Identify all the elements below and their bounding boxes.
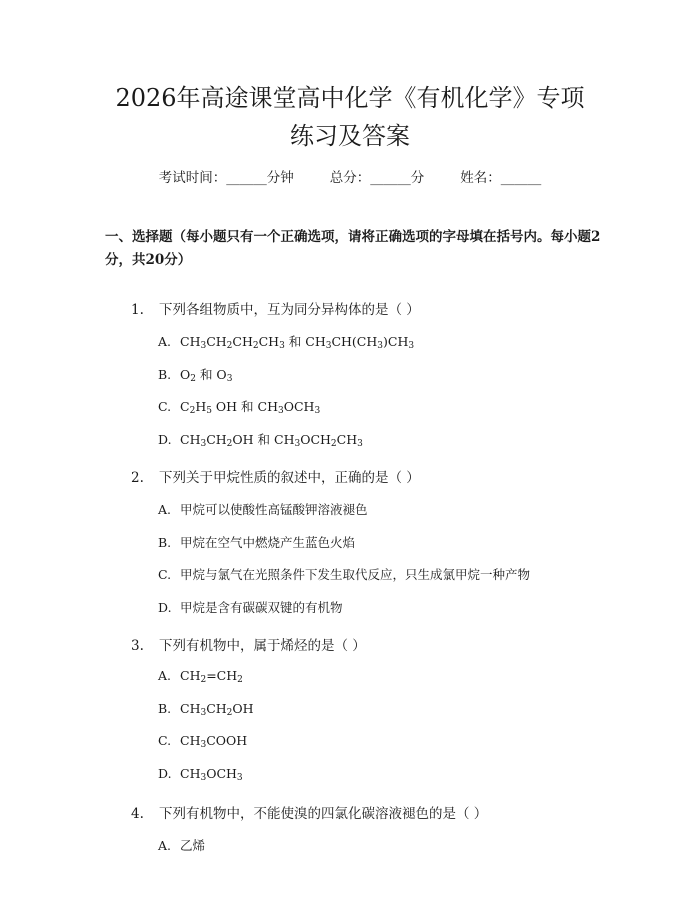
- question-stem: 下列有机物中，不能使溴的四氯化碳溶液褪色的是（ ）: [159, 806, 488, 822]
- question-number: 1.: [131, 302, 144, 318]
- question-3-option-c: [158, 733, 247, 748]
- option-label: B.: [158, 534, 172, 550]
- question-1-option-a: [158, 332, 414, 350]
- option-text: $C_2H_5$ OH 和 $CH_3OCH_3$: [180, 399, 321, 416]
- option-label: B.: [158, 366, 172, 382]
- option-text: $CH_2=CH_2$: [180, 668, 243, 685]
- option-text: $CH_3OCH_3$: [180, 765, 243, 783]
- option-text: 甲烷与氯气在光照条件下发生取代反应，只生成氯甲烷一种产物: [180, 567, 531, 582]
- total-score-label: 总分：______分: [329, 170, 425, 186]
- option-label: A.: [158, 668, 172, 683]
- option-label: A.: [158, 838, 172, 853]
- option-text: $CH_3CH_2OH$: [180, 700, 254, 718]
- question-4: [131, 802, 487, 822]
- question-3-option-b: [158, 701, 254, 716]
- page-title-line-2: 练习及答案: [290, 122, 410, 150]
- option-text: 甲烷在空气中燃烧产生蓝色火焰: [180, 534, 356, 550]
- question-1-option-d: [158, 430, 363, 448]
- question-number: 3.: [131, 638, 144, 654]
- exam-info-line: [0, 166, 700, 186]
- question-number: 4.: [131, 806, 144, 822]
- question-1-option-c: [158, 397, 320, 415]
- exam-time-label: 考试时间：______分钟: [158, 170, 294, 186]
- option-label: D.: [158, 599, 172, 615]
- question-number: 2.: [131, 470, 144, 486]
- question-2-option-d: [158, 598, 343, 616]
- option-label: C.: [158, 567, 172, 582]
- page-title-line-1: 2026年高途课堂高中化学《有机化学》专项: [115, 84, 585, 112]
- question-1-option-b: [158, 365, 232, 383]
- option-label: C.: [158, 399, 172, 414]
- question-4-option-a: [158, 836, 205, 854]
- question-stem: 下列有机物中，属于烯烃的是（ ）: [159, 638, 366, 654]
- question-2-option-c: [158, 565, 530, 583]
- option-label: B.: [158, 700, 172, 716]
- question-3: [131, 634, 366, 654]
- option-label: D.: [158, 431, 172, 447]
- option-label: A.: [158, 334, 172, 349]
- question-stem: 下列关于甲烷性质的叙述中，正确的是（ ）: [159, 470, 420, 486]
- question-3-option-a: [158, 668, 243, 683]
- option-text: $O_2$ 和 $O_3$: [180, 366, 233, 384]
- question-2: [131, 466, 420, 486]
- question-stem: 下列各组物质中，互为同分异构体的是（ ）: [159, 302, 420, 318]
- question-2-option-a: [158, 500, 368, 518]
- option-label: C.: [158, 733, 172, 748]
- option-text: $CH_3COOH$: [180, 733, 248, 750]
- student-name-label: 姓名：______: [460, 170, 542, 186]
- section-heading: 一、选择题（每小题只有一个正确选项，请将正确选项的字母填在括号内。每小题2分，共20分）: [105, 229, 601, 268]
- option-text: $CH_3CH_2OH$ 和 $CH_3OCH_2CH_3$: [180, 431, 363, 449]
- option-text: $CH_3CH_2CH_2CH_3$ 和 $CH_3CH(CH_3)CH_3$: [180, 334, 415, 351]
- option-text: 甲烷是含有碳碳双键的有机物: [180, 599, 343, 615]
- option-label: D.: [158, 765, 172, 781]
- option-text: 乙烯: [180, 838, 206, 853]
- question-1: [131, 298, 420, 318]
- option-label: A.: [158, 502, 172, 517]
- question-2-option-b: [158, 533, 355, 551]
- option-text: 甲烷可以使酸性高锰酸钾溶液褪色: [180, 502, 368, 517]
- question-3-option-d: [158, 766, 243, 781]
